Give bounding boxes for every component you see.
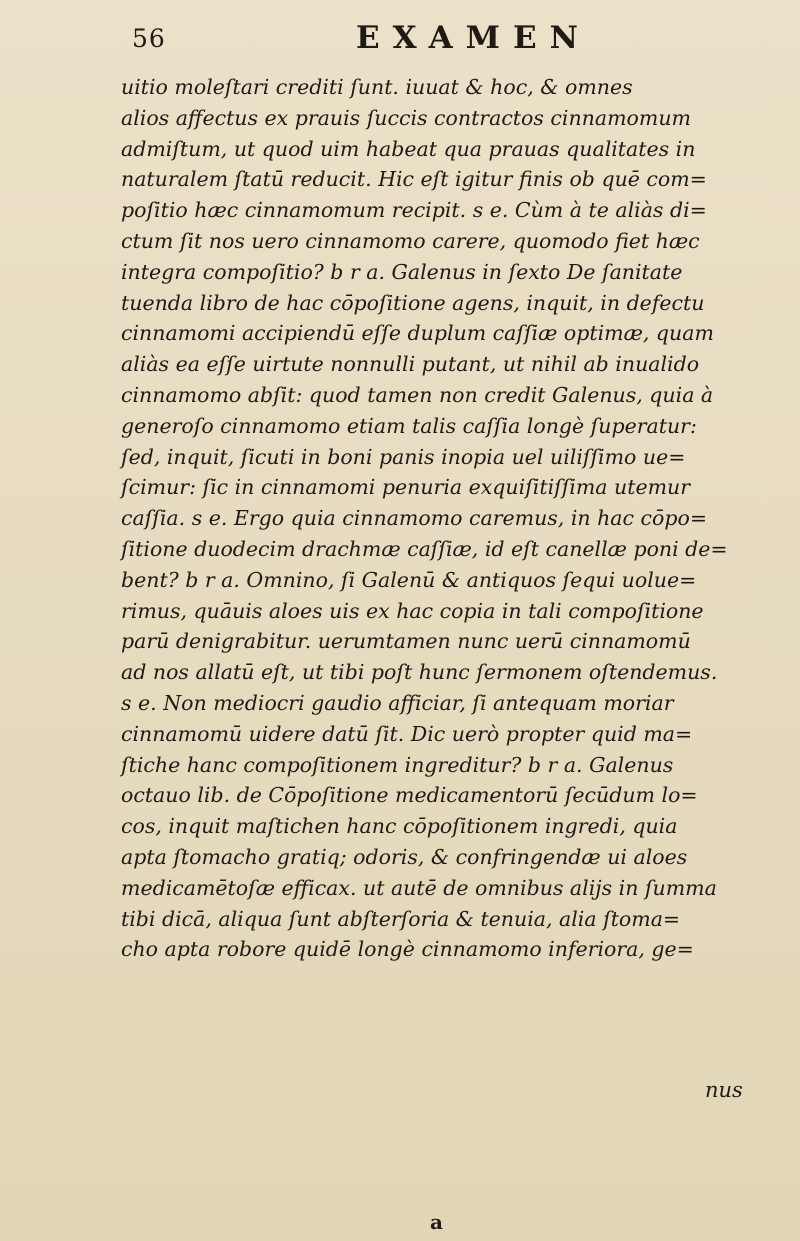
text-line: rimus, quāuis aloes uis ex hac copia in tali compoſitione <box>121 598 704 623</box>
running-head: EXAMEN <box>356 20 591 56</box>
page-number: 56 <box>132 24 166 53</box>
text-line: alios affectus ex prauis ſuccis contractos cinnamomum <box>121 105 691 130</box>
text-line: integra compoſitio? b r a. Galenus in ſexto De ſanitate <box>121 259 683 284</box>
text-line: ctum ſit nos uero cinnamomo carere, quomodo fiet hæc <box>121 228 700 253</box>
text-line: naturalem ſtatū reducit. Hic eſt igitur finis ob quē com= <box>121 167 707 192</box>
catchword: nus <box>705 1078 743 1102</box>
text-line: uitio moleſtari crediti ſunt. iuuat & hoc, & omnes <box>121 75 633 99</box>
text-line: tuenda libro de hac cōpoſitione agens, inquit, in defectu <box>121 290 705 315</box>
text-line: cinnamomū uidere datū ſit. Dic uerò propter quid ma= <box>121 721 693 746</box>
text-line: cho apta robore quidē longè cinnamomo inferiora, ge= <box>121 937 694 962</box>
text-line: ſed, inquit, ſicuti in boni panis inopia uel uiliſſimo ue= <box>121 444 686 469</box>
text-line: s e. Non mediocri gaudio afficiar, ſi antequam moriar <box>121 690 674 715</box>
text-line: cos, inquit maſtichen hanc cōpoſitionem ingredi, quia <box>121 814 678 839</box>
text-line: admiſtum, ut quod uim habeat qua prauas qualitates in <box>121 136 696 161</box>
text-line: apta ſtomacho gratiq; odoris, & confringendæ ui aloes <box>121 844 688 869</box>
text-line: ſcimur: ſic in cinnamomi penuria exquiſitiſſima utemur <box>121 475 691 500</box>
text-line: aliàs ea eſſe uirtute nonnulli putant, ut nihil ab inualido <box>121 352 700 377</box>
signature-mark: a <box>430 1210 443 1234</box>
text-line: cinnamomi accipiendū eſſe duplum caſſiæ optimæ, quam <box>121 321 714 346</box>
text-line: generoſo cinnamomo etiam talis caſſia longè ſuperatur: <box>121 413 697 438</box>
text-line: medicamētoſæ efficax. ut autē de omnibus alijs in ſumma <box>121 875 717 900</box>
page-header <box>132 16 692 56</box>
text-line: ad nos allatū eſt, ut tibi poſt hunc ſermonem oſtendemus. <box>121 660 718 685</box>
text-line: bent? b r a. Omnino, ſi Galenū & antiquos ſequi uolue= <box>121 567 697 592</box>
text-line: ſtiche hanc compoſitionem ingreditur? b r a. Galenus <box>121 752 674 777</box>
text-line: caſſia. s e. Ergo quia cinnamomo caremus, in hac cōpo= <box>121 506 707 531</box>
text-line: parū denigrabitur. uerumtamen nunc uerū cinnamomū <box>121 629 691 654</box>
text-line: poſitio hæc cinnamomum recipit. s e. Cùm à te aliàs di= <box>121 198 707 223</box>
text-line: ſitione duodecim drachmæ caſſiæ, id eſt canellæ poni de= <box>121 536 728 561</box>
body-text <box>121 72 761 965</box>
text-line: octauo lib. de Cōpoſitione medicamentorū ſecūdum lo= <box>121 783 698 808</box>
text-line: tibi dicā, aliqua ſunt abſterſoria & tenuia, alia ſtoma= <box>121 906 681 931</box>
text-line: cinnamomo abſit: quod tamen non credit Galenus, quia à <box>121 382 714 407</box>
